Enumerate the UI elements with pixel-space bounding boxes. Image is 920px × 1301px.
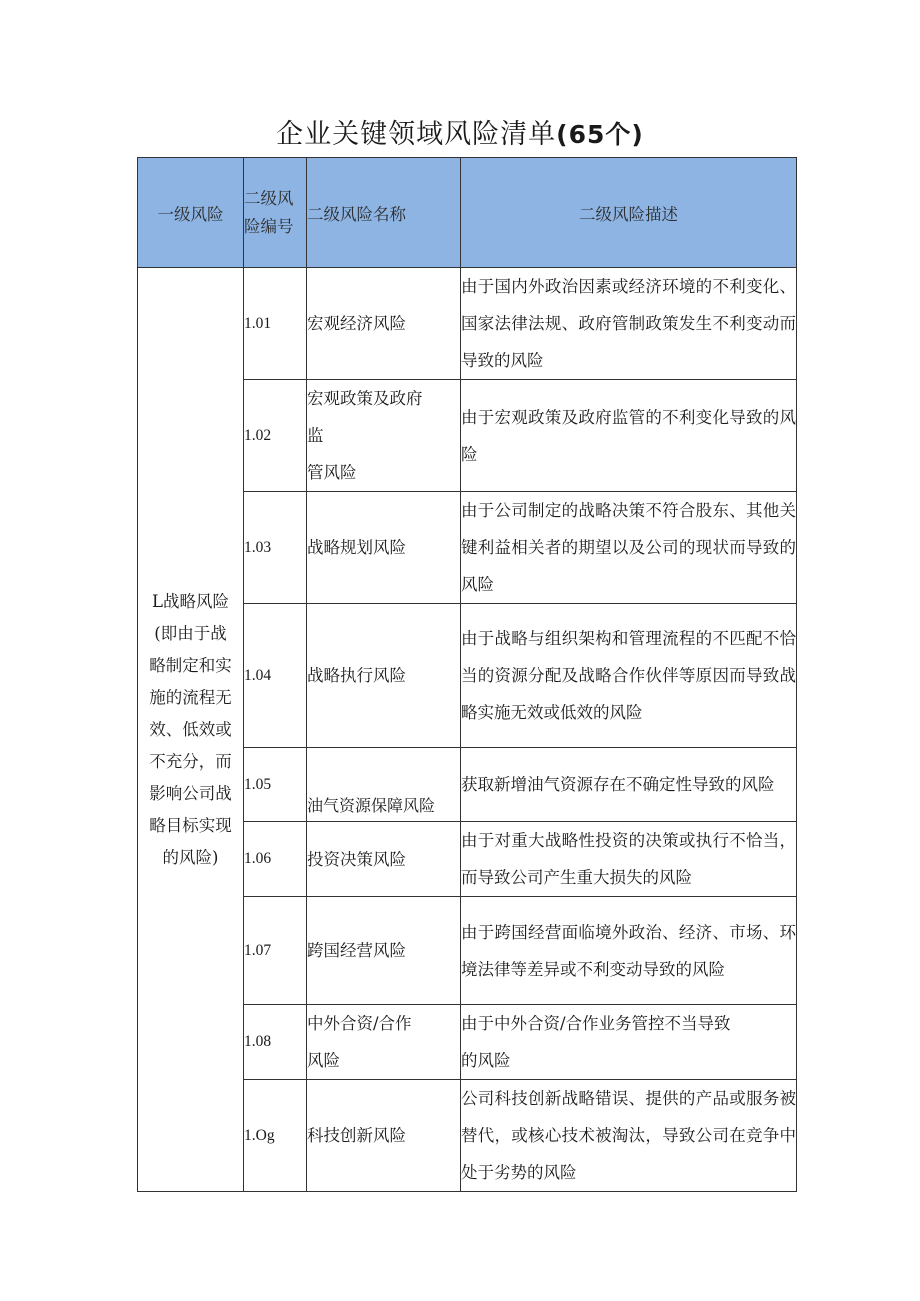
level1-line: 略制定和实	[149, 655, 232, 675]
risk-name-line: 中外合资/合作	[307, 1014, 412, 1033]
level1-line: 的风险)	[162, 847, 219, 867]
header-name: 二级风险名称	[307, 158, 461, 268]
risk-description: 由于战略与组织架构和管理流程的不匹配不恰当的资源分配及战略合作伙伴等原因而导致战略实施无效或低效的风险	[461, 604, 797, 748]
risk-description	[461, 1005, 797, 1080]
header-code-line2: 险编号	[244, 216, 294, 236]
risk-table	[137, 157, 797, 1192]
risk-description: 由于对重大战略性投资的决策或执行不恰当，而导致公司产生重大损失的风险	[461, 822, 797, 897]
header-code	[244, 158, 307, 268]
risk-name: 油气资源保障风险	[307, 748, 461, 822]
risk-description: 公司科技创新战略错误、提供的产品或服务被替代，或核心技术被淘汰，导致公司在竞争中处于劣势的风险	[461, 1080, 797, 1192]
page-title	[0, 112, 920, 151]
level1-line: L战略风险	[152, 591, 229, 611]
risk-name: 科技创新风险	[307, 1080, 461, 1192]
table-row	[138, 268, 797, 380]
level1-line: (即由于战	[154, 623, 227, 643]
risk-name: 战略执行风险	[307, 604, 461, 748]
risk-description: 由于国内外政治因素或经济环境的不利变化、国家法律法规、政府管制政策发生不利变动而导致的风险	[461, 268, 797, 380]
risk-code: 1.06	[244, 822, 307, 897]
risk-code: 1.01	[244, 268, 307, 380]
risk-description-line: 的风险	[461, 1051, 511, 1070]
risk-name-line: 监	[307, 426, 324, 445]
risk-name-line: 管风险	[307, 463, 357, 482]
title-count: (65个)	[556, 120, 644, 149]
risk-code: 1.03	[244, 492, 307, 604]
risk-description: 由于宏观政策及政府监管的不利变化导致的风险	[461, 380, 797, 492]
risk-code: 1.02	[244, 380, 307, 492]
risk-name	[307, 380, 461, 492]
risk-code: 1.Og	[244, 1080, 307, 1192]
risk-name: 跨国经营风险	[307, 897, 461, 1005]
risk-name: 宏观经济风险	[307, 268, 461, 380]
risk-description-line: 由于中外合资/合作业务管控不当导致	[461, 1014, 731, 1033]
title-main: 企业关键领域风险清单	[276, 119, 557, 150]
risk-name-line: 风险	[307, 1051, 340, 1070]
level1-line: 影响公司战	[149, 783, 232, 803]
level1-line: 施的流程无	[149, 687, 232, 707]
risk-code: 1.07	[244, 897, 307, 1005]
risk-name: 战略规划风险	[307, 492, 461, 604]
level1-line: 不充分，而	[149, 751, 232, 771]
level1-cell	[138, 268, 244, 1192]
header-level1: 一级风险	[138, 158, 244, 268]
risk-description: 由于跨国经营面临境外政治、经济、市场、环境法律等差异或不利变动导致的风险	[461, 897, 797, 1005]
risk-name-line: 宏观政策及政府	[307, 389, 423, 408]
risk-code: 1.08	[244, 1005, 307, 1080]
risk-code: 1.04	[244, 604, 307, 748]
risk-name: 投资决策风险	[307, 822, 461, 897]
risk-name	[307, 1005, 461, 1080]
level1-line: 略目标实现	[149, 815, 232, 835]
header-desc: 二级风险描述	[461, 158, 797, 268]
risk-code: 1.05	[244, 748, 307, 822]
risk-description: 由于公司制定的战略决策不符合股东、其他关键利益相关者的期望以及公司的现状而导致的风险	[461, 492, 797, 604]
header-code-line1: 二级风	[244, 188, 294, 208]
level1-line: 效、低效或	[149, 719, 232, 739]
table-header-row	[138, 158, 797, 268]
risk-description: 获取新增油气资源存在不确定性导致的风险	[461, 748, 797, 822]
